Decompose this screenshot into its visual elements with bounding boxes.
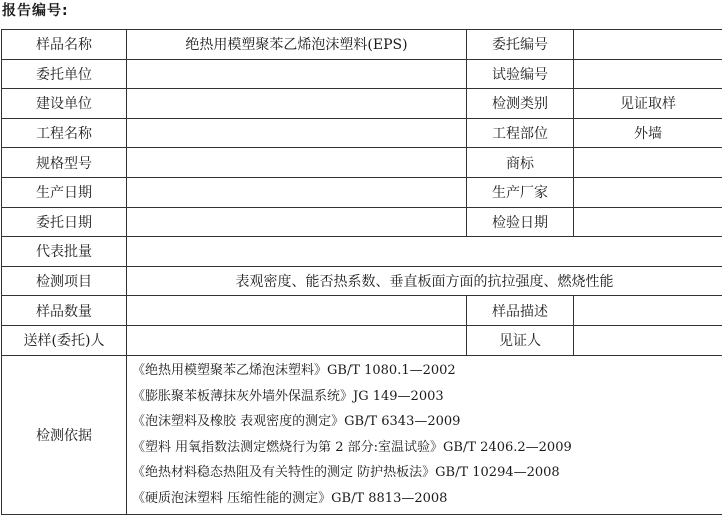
sample-qty-label: 样品数量 <box>2 296 127 326</box>
table-row <box>2 177 722 207</box>
client-unit-label: 委托单位 <box>2 59 127 89</box>
representative-batch-label: 代表批量 <box>2 237 127 267</box>
trademark-label: 商标 <box>467 148 574 178</box>
table-row <box>2 237 722 267</box>
test-basis-item: 《绝热材料稳态热阻及有关特性的测定 防护热板法》GB/T 10294—2008 <box>132 465 560 481</box>
test-no-value <box>574 59 722 89</box>
test-basis-item: 《绝热用模塑聚苯乙烯泡沫塑料》GB/T 1080.1—2002 <box>132 363 456 379</box>
spec-model-label: 规格型号 <box>2 148 127 178</box>
sample-qty-value <box>127 296 467 326</box>
sender-label: 送样(委托)人 <box>2 325 127 355</box>
inspection-date-value <box>574 207 722 237</box>
sample-name-label: 样品名称 <box>2 30 127 60</box>
construction-unit-value <box>127 89 467 119</box>
commission-date-value <box>127 207 467 237</box>
test-basis-label: 检测依据 <box>2 355 127 514</box>
production-date-value <box>127 177 467 207</box>
test-basis-item: 《硬质泡沫塑料 压缩性能的测定》GB/T 8813—2008 <box>132 490 448 506</box>
sample-info-table <box>1 29 722 515</box>
project-part-label: 工程部位 <box>467 118 574 148</box>
project-name-label: 工程名称 <box>2 118 127 148</box>
witness-value <box>574 325 722 355</box>
sender-value <box>127 325 467 355</box>
test-category-label: 检测类别 <box>467 89 574 119</box>
project-part-value: 外墙 <box>574 118 722 148</box>
table-row <box>2 207 722 237</box>
test-category-value: 见证取样 <box>574 89 722 119</box>
table-row <box>2 266 722 296</box>
table-row <box>2 30 722 60</box>
test-basis-item: 《塑料 用氧指数法测定燃烧行为第 2 部分:室温试验》GB/T 2406.2—2009 <box>132 439 572 455</box>
representative-batch-value <box>127 237 722 267</box>
trademark-value <box>574 148 722 178</box>
commission-no-value <box>574 30 722 60</box>
manufacturer-value <box>574 177 722 207</box>
manufacturer-label: 生产厂家 <box>467 177 574 207</box>
test-items-label: 检测项目 <box>2 266 127 296</box>
table-row <box>2 355 722 514</box>
table-row <box>2 89 722 119</box>
table-row <box>2 296 722 326</box>
production-date-label: 生产日期 <box>2 177 127 207</box>
sample-desc-value <box>574 296 722 326</box>
table-row <box>2 118 722 148</box>
test-items-value: 表观密度、能否热系数、垂直板面方面的抗拉强度、燃烧性能 <box>127 266 722 296</box>
table-row <box>2 148 722 178</box>
spec-model-value <box>127 148 467 178</box>
commission-no-label: 委托编号 <box>467 30 574 60</box>
report-number-label: 报告编号: <box>2 3 69 19</box>
project-name-value <box>127 118 467 148</box>
test-basis-item: 《泡沫塑料及橡胶 表观密度的测定》GB/T 6343—2009 <box>132 414 461 430</box>
test-no-label: 试验编号 <box>467 59 574 89</box>
construction-unit-label: 建设单位 <box>2 89 127 119</box>
table-row <box>2 325 722 355</box>
test-basis-item: 《膨胀聚苯板薄抹灰外墙外保温系统》JG 149—2003 <box>132 388 444 404</box>
test-basis-list <box>127 355 722 514</box>
witness-label: 见证人 <box>467 325 574 355</box>
sample-desc-label: 样品描述 <box>467 296 574 326</box>
table-row <box>2 59 722 89</box>
client-unit-value <box>127 59 467 89</box>
commission-date-label: 委托日期 <box>2 207 127 237</box>
inspection-date-label: 检验日期 <box>467 207 574 237</box>
sample-name-value: 绝热用模塑聚苯乙烯泡沫塑料(EPS) <box>127 30 467 60</box>
